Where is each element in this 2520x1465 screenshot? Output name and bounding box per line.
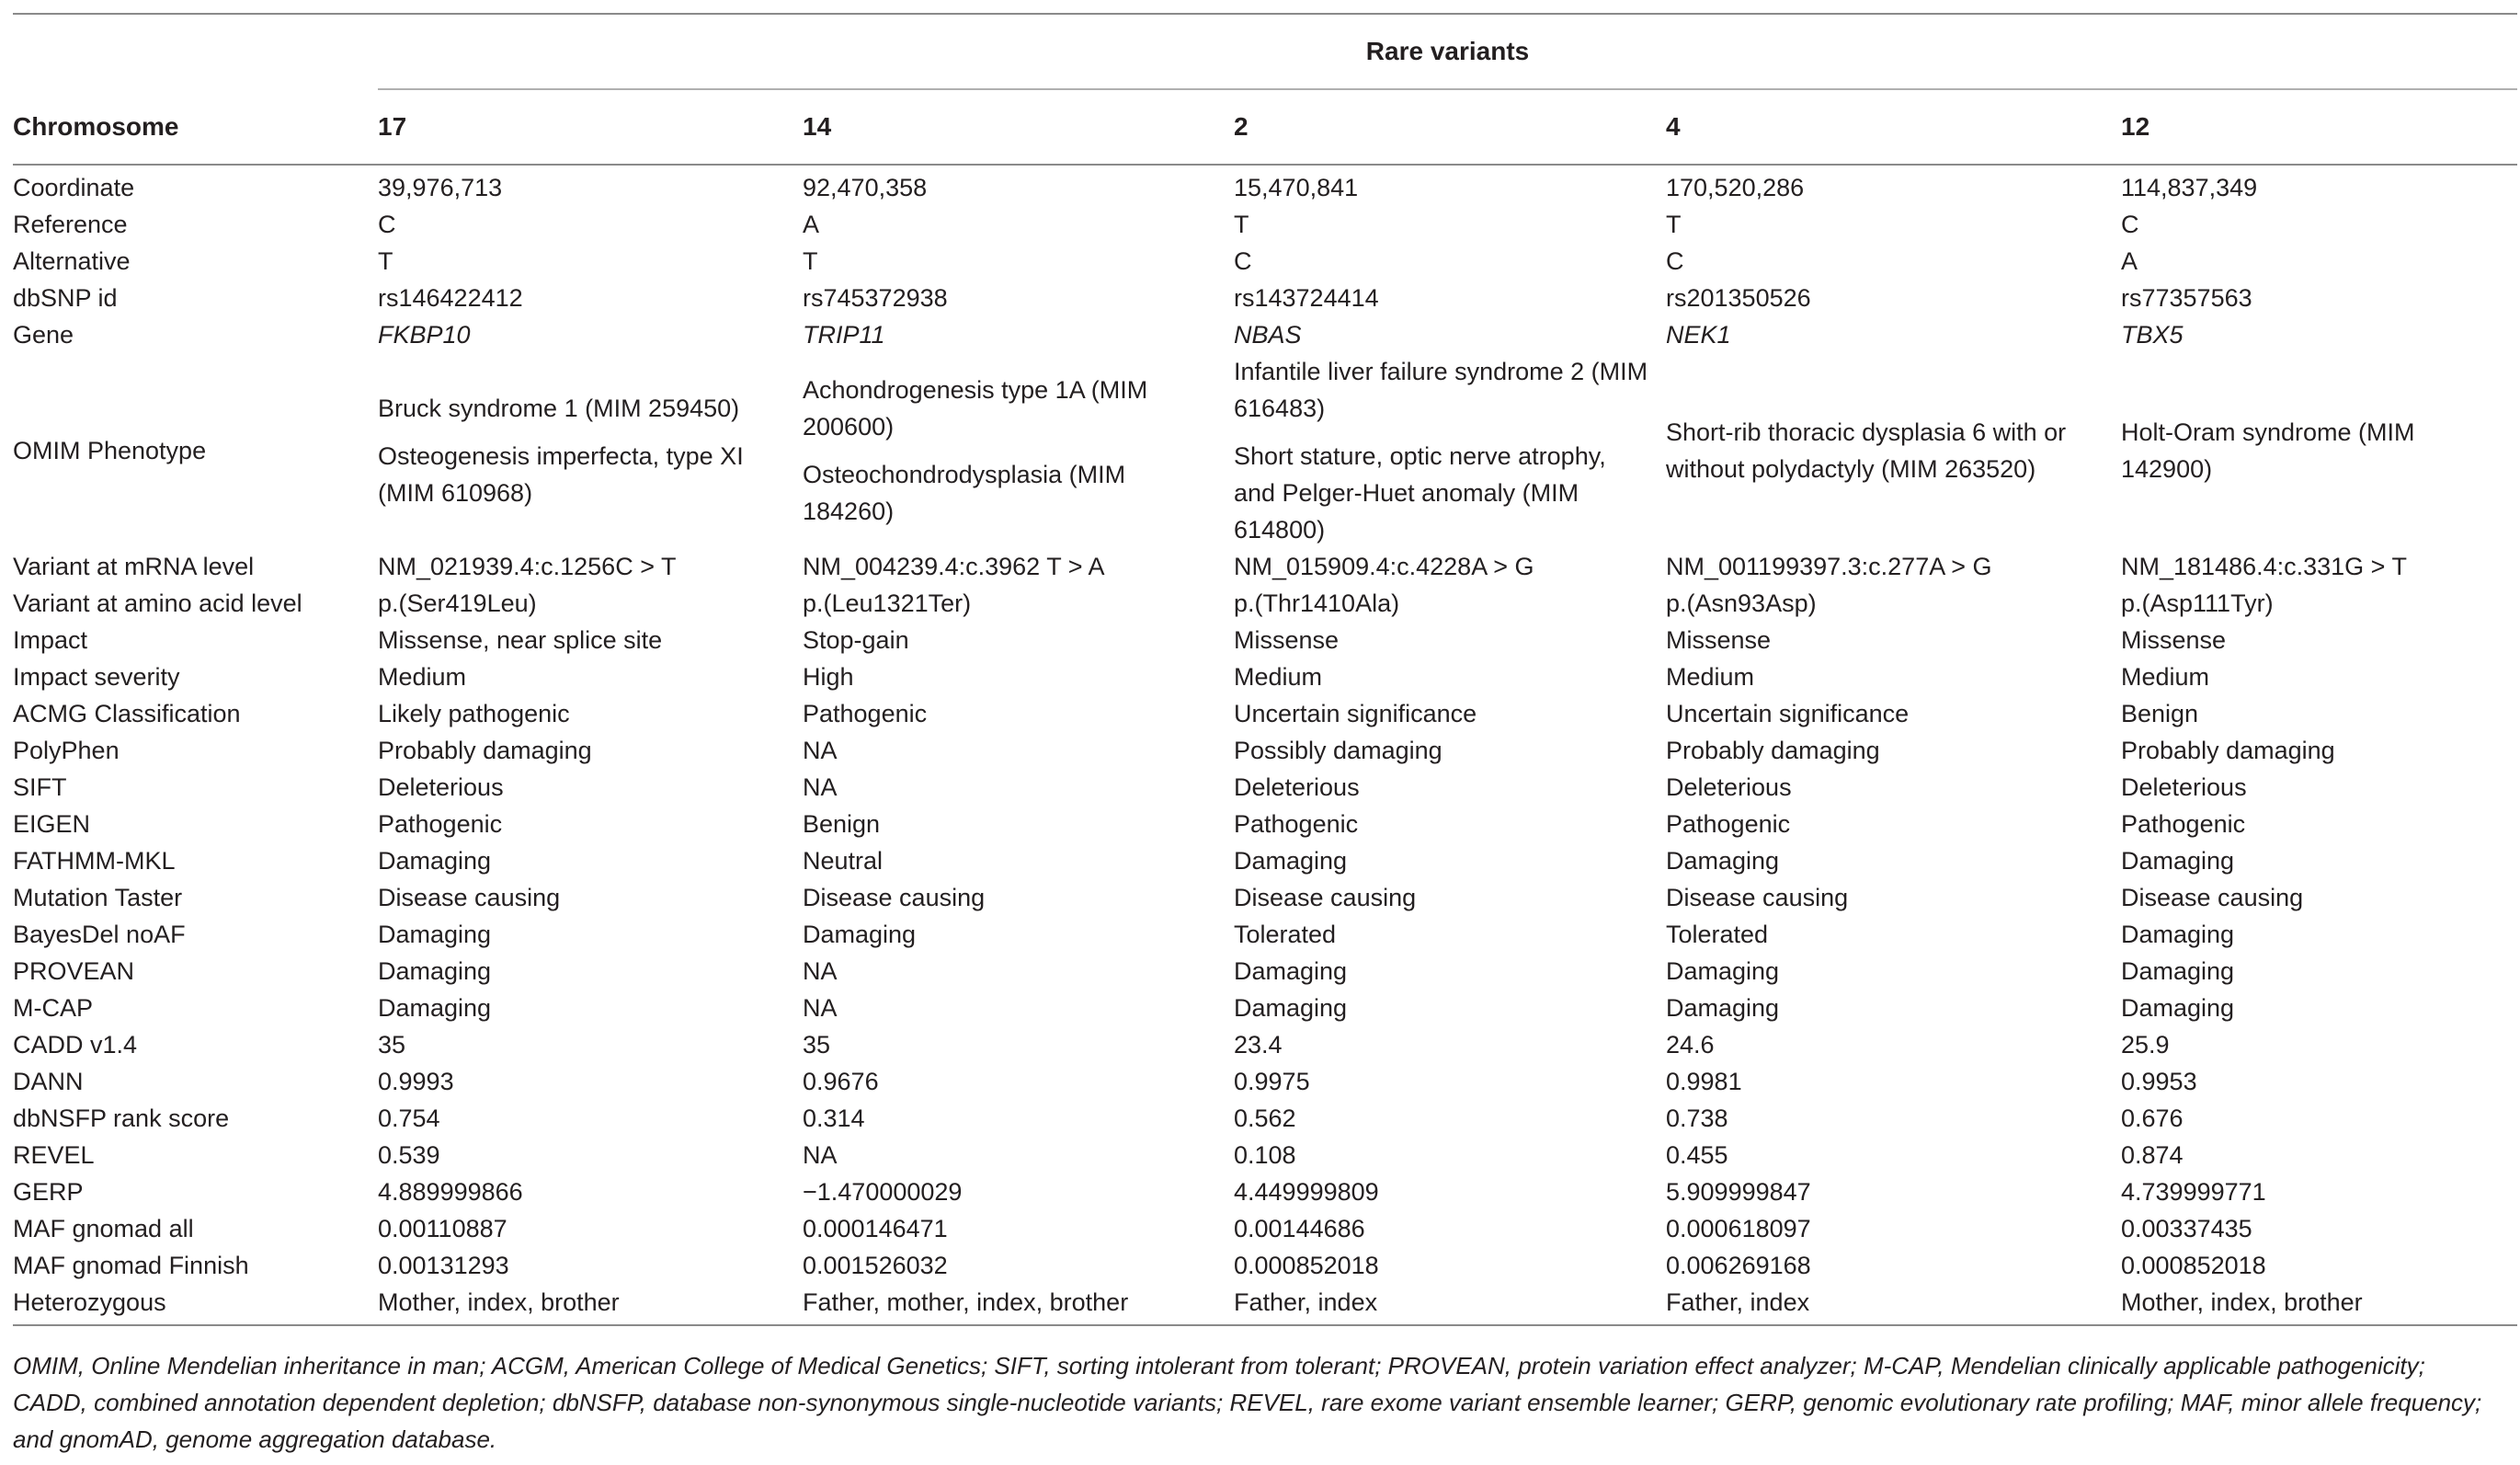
row-label: SIFT	[13, 773, 67, 801]
table-row	[13, 658, 2517, 695]
table-cell: T	[803, 247, 818, 275]
table-row	[13, 169, 2517, 206]
table-cell: Missense	[2121, 626, 2227, 654]
table-row	[13, 1284, 2517, 1325]
table-row	[13, 1247, 2517, 1284]
table-cell: Damaging	[1666, 957, 1780, 985]
table-cell: Disease causing	[803, 884, 986, 911]
table-row	[13, 842, 2517, 879]
chromosome-4: 4	[1666, 89, 2121, 165]
table-cell: Father, mother, index, brother	[803, 1284, 1234, 1325]
table-cell: Damaging	[378, 921, 492, 948]
table-cell: 0.000146471	[803, 1215, 948, 1242]
table-cell: 170,520,286	[1666, 174, 1805, 201]
table-cell: Probably damaging	[2121, 737, 2335, 764]
table-cell: rs146422412	[378, 284, 523, 312]
table-cell: p.(Asn93Asp)	[1666, 589, 1817, 617]
row-label: Heterozygous	[13, 1284, 378, 1325]
table-cell: 0.455	[1666, 1141, 1728, 1169]
table-cell: Damaging	[1234, 957, 1348, 985]
table-cell: Damaging	[1666, 847, 1780, 875]
table-row	[13, 585, 2517, 622]
table-cell: Pathogenic	[1666, 810, 1791, 838]
row-label: Coordinate	[13, 174, 135, 201]
table-cell: NM_021939.4:c.1256C > T	[378, 553, 677, 580]
table-cell: NM_015909.4:c.4228A > G	[1234, 553, 1534, 580]
table-row	[13, 806, 2517, 842]
omim-phenotype-text: Short-rib thoracic dysplasia 6 with or without polydactyly (MIM 263520)	[1666, 418, 2067, 483]
table-cell: 0.9975	[1234, 1068, 1310, 1095]
row-label: PROVEAN	[13, 957, 135, 985]
row-label: OMIM Phenotype	[13, 437, 207, 464]
table-cell: p.(Asp111Tyr)	[2121, 589, 2274, 617]
table-cell: 0.000852018	[1234, 1252, 1379, 1279]
table-cell: rs201350526	[1666, 284, 1811, 312]
table-cell: 114,837,349	[2121, 174, 2258, 201]
table-cell: 92,470,358	[803, 174, 928, 201]
table-row	[13, 1026, 2517, 1063]
row-label: Gene	[13, 321, 74, 349]
table-cell: 39,976,713	[378, 174, 503, 201]
chromosome-14: 14	[803, 89, 1234, 165]
table-cell: 4.449999809	[1234, 1178, 1379, 1206]
table-cell: 0.000618097	[1666, 1215, 1811, 1242]
chromosome-label: Chromosome	[13, 89, 378, 165]
table-footnote: OMIM, Online Mendelian inheritance in man; ACGM, American College of Medical Genetics; SIFT, sorting intolerant from tolerant; PROVEAN, protein variation effect analyzer; M-CAP, Mendelian clinically applicable pathogenicity; CADD, combined annotation dependent depletion; dbNSFP, database non-synonymous single-nucleotide variants; REVEL, rare exome variant ensemble learner; GERP, genomic evolutionary rate profiling; MAF, minor allele frequency; and gnomAD, genome aggregation database.	[13, 1352, 2482, 1453]
table-cell: Tolerated	[1666, 921, 1769, 948]
table-row	[13, 622, 2517, 658]
table-cell: TRIP11	[803, 321, 885, 349]
table-cell: Pathogenic	[2121, 810, 2246, 838]
row-label: CADD v1.4	[13, 1031, 138, 1059]
table-cell: T	[1234, 211, 1249, 238]
table-cell: Probably damaging	[378, 737, 592, 764]
row-label: Variant at mRNA level	[13, 553, 255, 580]
table-cell: Deleterious	[378, 773, 504, 801]
omim-phenotype-text: Osteochondrodysplasia (MIM 184260)	[803, 461, 1126, 525]
table-cell: 0.738	[1666, 1104, 1728, 1132]
table-cell: Tolerated	[1234, 921, 1337, 948]
table-cell: Medium	[378, 663, 467, 691]
row-label: dbSNP id	[13, 284, 118, 312]
table-cell: Father, index	[1234, 1284, 1666, 1325]
table-cell: 4.889999866	[378, 1178, 523, 1206]
table-cell: Damaging	[1234, 994, 1348, 1022]
table-row	[13, 1063, 2517, 1100]
chromosome-17: 17	[378, 89, 803, 165]
table-cell: Disease causing	[1666, 884, 1849, 911]
table-cell: Damaging	[378, 994, 492, 1022]
table-cell: 0.9993	[378, 1068, 454, 1095]
rare-variants-table	[13, 13, 2517, 1326]
table-cell: C	[378, 211, 396, 238]
omim-cell	[2121, 353, 2517, 548]
row-label: Reference	[13, 211, 128, 238]
table-cell: NA	[803, 994, 838, 1022]
table-cell: High	[803, 663, 854, 691]
group-header-row	[13, 15, 2517, 89]
table-cell: 0.108	[1234, 1141, 1296, 1169]
table-cell: Pathogenic	[378, 810, 503, 838]
row-label: MAF gnomad Finnish	[13, 1252, 249, 1279]
table-cell: Damaging	[2121, 921, 2235, 948]
table-cell: Stop-gain	[803, 626, 909, 654]
table-cell: 0.006269168	[1666, 1252, 1811, 1279]
table-cell: Possibly damaging	[1234, 737, 1442, 764]
row-label: EIGEN	[13, 810, 91, 838]
row-label: Alternative	[13, 247, 131, 275]
omim-phenotype-text: Infantile liver failure syndrome 2 (MIM 616483)	[1234, 358, 1648, 422]
row-label: Mutation Taster	[13, 884, 183, 911]
row-label: Impact	[13, 626, 88, 654]
omim-phenotype-text: Achondrogenesis type 1A (MIM 200600)	[803, 376, 1148, 441]
table-cell: rs143724414	[1234, 284, 1379, 312]
table-cell: Disease causing	[2121, 884, 2304, 911]
table-cell: Medium	[1666, 663, 1755, 691]
omim-phenotype-text: Bruck syndrome 1 (MIM 259450)	[378, 395, 740, 422]
row-label: M-CAP	[13, 994, 93, 1022]
table-cell: Missense	[1234, 626, 1340, 654]
table-cell: Pathogenic	[803, 700, 928, 727]
table-cell: Missense, near splice site	[378, 626, 663, 654]
table-row	[13, 879, 2517, 916]
table-cell: Disease causing	[378, 884, 561, 911]
table-cell: NM_181486.4:c.331G > T	[2121, 553, 2407, 580]
table-row	[13, 1100, 2517, 1137]
table-cell: NM_004239.4:c.3962 T > A	[803, 553, 1105, 580]
table-cell: 35	[378, 1031, 406, 1059]
table-cell: 0.00131293	[378, 1252, 509, 1279]
table-cell: Benign	[2121, 700, 2199, 727]
table-cell: Neutral	[803, 847, 884, 875]
table-cell: rs745372938	[803, 284, 948, 312]
table-cell: TBX5	[2121, 321, 2184, 349]
table-row	[13, 916, 2517, 953]
table-cell: Damaging	[378, 847, 492, 875]
row-label: GERP	[13, 1178, 84, 1206]
table-cell: Probably damaging	[1666, 737, 1880, 764]
table-cell: 0.9953	[2121, 1068, 2197, 1095]
row-label: BayesDel noAF	[13, 921, 186, 948]
table-row	[13, 1173, 2517, 1210]
table-cell: Disease causing	[1234, 884, 1417, 911]
omim-cell	[1234, 353, 1666, 548]
rare-variants-header: Rare variants	[378, 15, 2517, 89]
table-cell: Damaging	[2121, 847, 2235, 875]
table-row	[13, 1210, 2517, 1247]
table-cell: Damaging	[378, 957, 492, 985]
omim-phenotype-text: Holt-Oram syndrome (MIM 142900)	[2121, 418, 2415, 483]
table-cell: Uncertain significance	[1234, 700, 1477, 727]
table-cell: 0.9981	[1666, 1068, 1742, 1095]
row-label: ACMG Classification	[13, 700, 241, 727]
row-label: MAF gnomad all	[13, 1215, 194, 1242]
row-label: REVEL	[13, 1141, 95, 1169]
table-cell: A	[803, 211, 820, 238]
table-cell: Pathogenic	[1234, 810, 1359, 838]
table-row	[13, 280, 2517, 316]
row-label: PolyPhen	[13, 737, 120, 764]
table-cell: NA	[803, 773, 838, 801]
table-cell: C	[1234, 247, 1252, 275]
table-cell: Damaging	[1234, 847, 1348, 875]
omim-cell	[378, 353, 803, 548]
table-cell: NA	[803, 737, 838, 764]
table-cell: Damaging	[2121, 994, 2235, 1022]
table-cell: T	[378, 247, 393, 275]
table-cell: Damaging	[803, 921, 917, 948]
row-label: Impact severity	[13, 663, 180, 691]
row-label: Variant at amino acid level	[13, 589, 302, 617]
table-cell: 0.874	[2121, 1141, 2184, 1169]
table-cell: 23.4	[1234, 1031, 1283, 1059]
table-row	[13, 243, 2517, 280]
omim-phenotype-text: Short stature, optic nerve atrophy, and Pelger-Huet anomaly (MIM 614800)	[1234, 442, 1606, 544]
table-cell: 0.00337435	[2121, 1215, 2252, 1242]
table-cell: p.(Thr1410Ala)	[1234, 589, 1400, 617]
table-cell: 0.562	[1234, 1104, 1296, 1132]
table-cell: Damaging	[2121, 957, 2235, 985]
table-cell: Deleterious	[1666, 773, 1792, 801]
table-cell: Medium	[1234, 663, 1323, 691]
chromosome-12: 12	[2121, 89, 2517, 165]
table-cell: NA	[803, 957, 838, 985]
omim-cell	[1666, 353, 2121, 548]
omim-phenotype-row	[13, 353, 2517, 548]
table-cell: 0.00144686	[1234, 1215, 1365, 1242]
table-cell: T	[1666, 211, 1682, 238]
table-row	[13, 548, 2517, 585]
row-label: dbNSFP rank score	[13, 1104, 230, 1132]
table-cell: FKBP10	[378, 321, 471, 349]
table-cell: Likely pathogenic	[378, 700, 570, 727]
table-cell: 0.754	[378, 1104, 440, 1132]
table-cell: Missense	[1666, 626, 1772, 654]
table-cell: Mother, index, brother	[378, 1284, 803, 1325]
table-cell: 0.9676	[803, 1068, 879, 1095]
table-cell: Father, index	[1666, 1284, 2121, 1325]
omim-cell	[803, 353, 1234, 548]
table-row	[13, 953, 2517, 990]
table-row	[13, 1137, 2517, 1173]
table-row	[13, 316, 2517, 353]
table-cell: 0.000852018	[2121, 1252, 2266, 1279]
table-row	[13, 769, 2517, 806]
table-cell: NM_001199397.3:c.277A > G	[1666, 553, 1992, 580]
table-cell: Medium	[2121, 663, 2210, 691]
table-cell: p.(Leu1321Ter)	[803, 589, 972, 617]
row-label: FATHMM-MKL	[13, 847, 176, 875]
table-cell: 0.314	[803, 1104, 865, 1132]
table-cell: C	[2121, 211, 2139, 238]
table-row	[13, 732, 2517, 769]
omim-phenotype-text: Osteogenesis imperfecta, type XI (MIM 610968)	[378, 442, 744, 507]
table-cell: rs77357563	[2121, 284, 2252, 312]
table-cell: 0.676	[2121, 1104, 2184, 1132]
table-cell: Mother, index, brother	[2121, 1284, 2517, 1325]
table-cell: NEK1	[1666, 321, 1731, 349]
table-row	[13, 206, 2517, 243]
table-cell: Deleterious	[2121, 773, 2247, 801]
table-cell: A	[2121, 247, 2138, 275]
table-cell: 4.739999771	[2121, 1178, 2266, 1206]
table-cell: Benign	[803, 810, 881, 838]
table-cell: 5.909999847	[1666, 1178, 1811, 1206]
table-cell: NA	[803, 1141, 838, 1169]
row-label: DANN	[13, 1068, 84, 1095]
chromosome-header-row	[13, 89, 2517, 165]
table-row	[13, 990, 2517, 1026]
table-row	[13, 695, 2517, 732]
table-cell: 24.6	[1666, 1031, 1715, 1059]
table-cell: NBAS	[1234, 321, 1302, 349]
table-cell: 0.001526032	[803, 1252, 948, 1279]
table-cell: −1.470000029	[803, 1178, 963, 1206]
table-cell: 15,470,841	[1234, 174, 1359, 201]
table-cell: 0.00110887	[378, 1215, 507, 1242]
table-cell: p.(Ser419Leu)	[378, 589, 537, 617]
table-cell: 35	[803, 1031, 831, 1059]
table-cell: 0.539	[378, 1141, 440, 1169]
table-cell: Damaging	[1666, 994, 1780, 1022]
chromosome-2: 2	[1234, 89, 1666, 165]
table-cell: Deleterious	[1234, 773, 1360, 801]
table-cell: 25.9	[2121, 1031, 2170, 1059]
variants-table-container	[13, 13, 2517, 1326]
table-cell: C	[1666, 247, 1684, 275]
table-cell: Uncertain significance	[1666, 700, 1910, 727]
